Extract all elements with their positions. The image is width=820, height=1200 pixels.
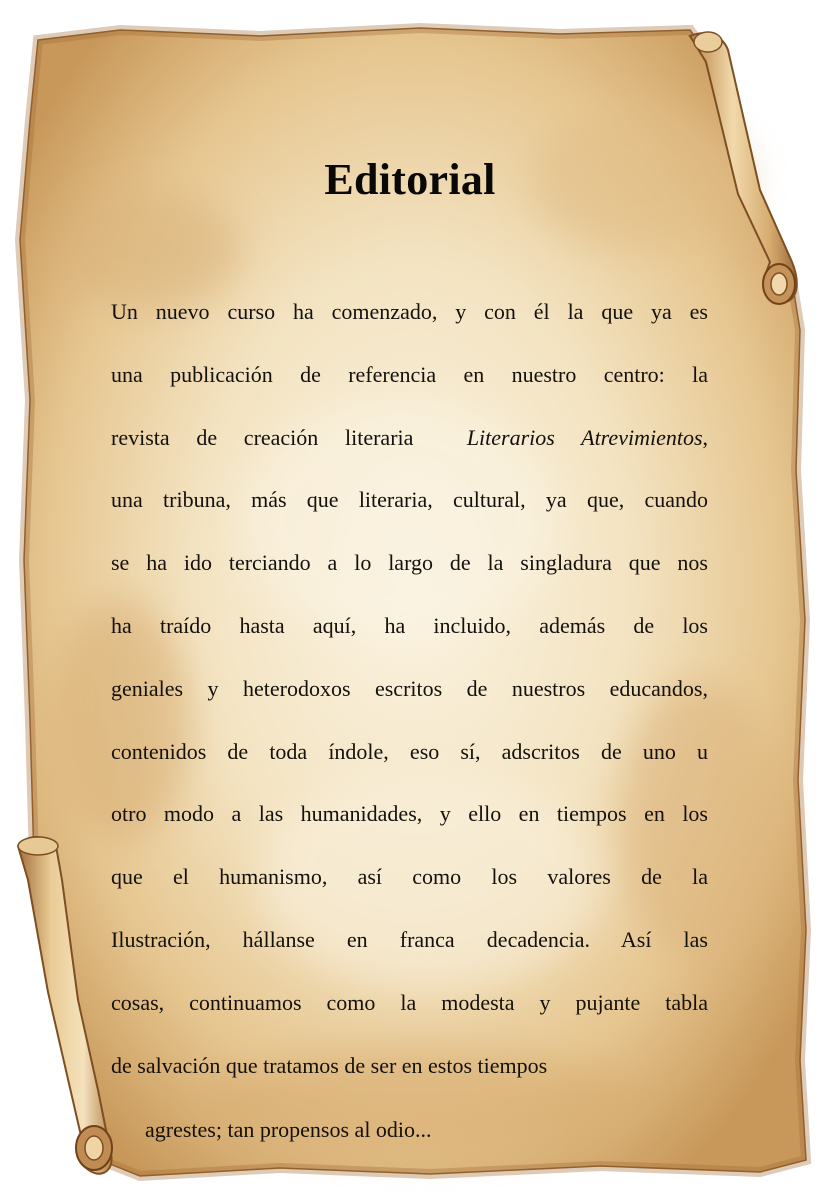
body-line-final: agrestes; tan propensos al odio... [145, 1117, 432, 1143]
body-line: cosas, continuamos como la modesta y pujante tabla [111, 989, 708, 1015]
body-line: otro modo a las humanidades, y ello en tiempos en los [111, 801, 708, 827]
body-line [111, 407, 708, 470]
magazine-name: Literarios Atrevimientos [466, 424, 703, 450]
body-line: contenidos de toda índole, eso sí, adscritos de uno u [111, 738, 708, 764]
page-title: Editorial [324, 155, 496, 204]
body-line: que el humanismo, así como los valores de la [111, 864, 708, 890]
editorial-body [111, 281, 708, 1162]
body-line: se ha ido terciando a lo largo de la singladura que nos [111, 550, 708, 576]
body-line: ha traído hasta aquí, ha incluido, además de los [111, 612, 708, 638]
body-line-text: revista de creación literaria [111, 424, 414, 450]
body-line: Un nuevo curso ha comenzado, y con él la que ya es [111, 299, 708, 324]
body-line: de salvación que tratamos de ser en estos tiempos [111, 1052, 548, 1078]
body-line: una tribuna, más que literaria, cultural, ya que, cuando [111, 487, 708, 513]
body-line: Ilustración, hállanse en franca decadencia. Así las [111, 926, 708, 952]
body-line: geniales y heterodoxos escritos de nuestros educandos, [111, 675, 708, 701]
body-line: una publicación de referencia en nuestro centro: la [111, 361, 708, 387]
magazine-name-suffix: , [702, 424, 709, 450]
